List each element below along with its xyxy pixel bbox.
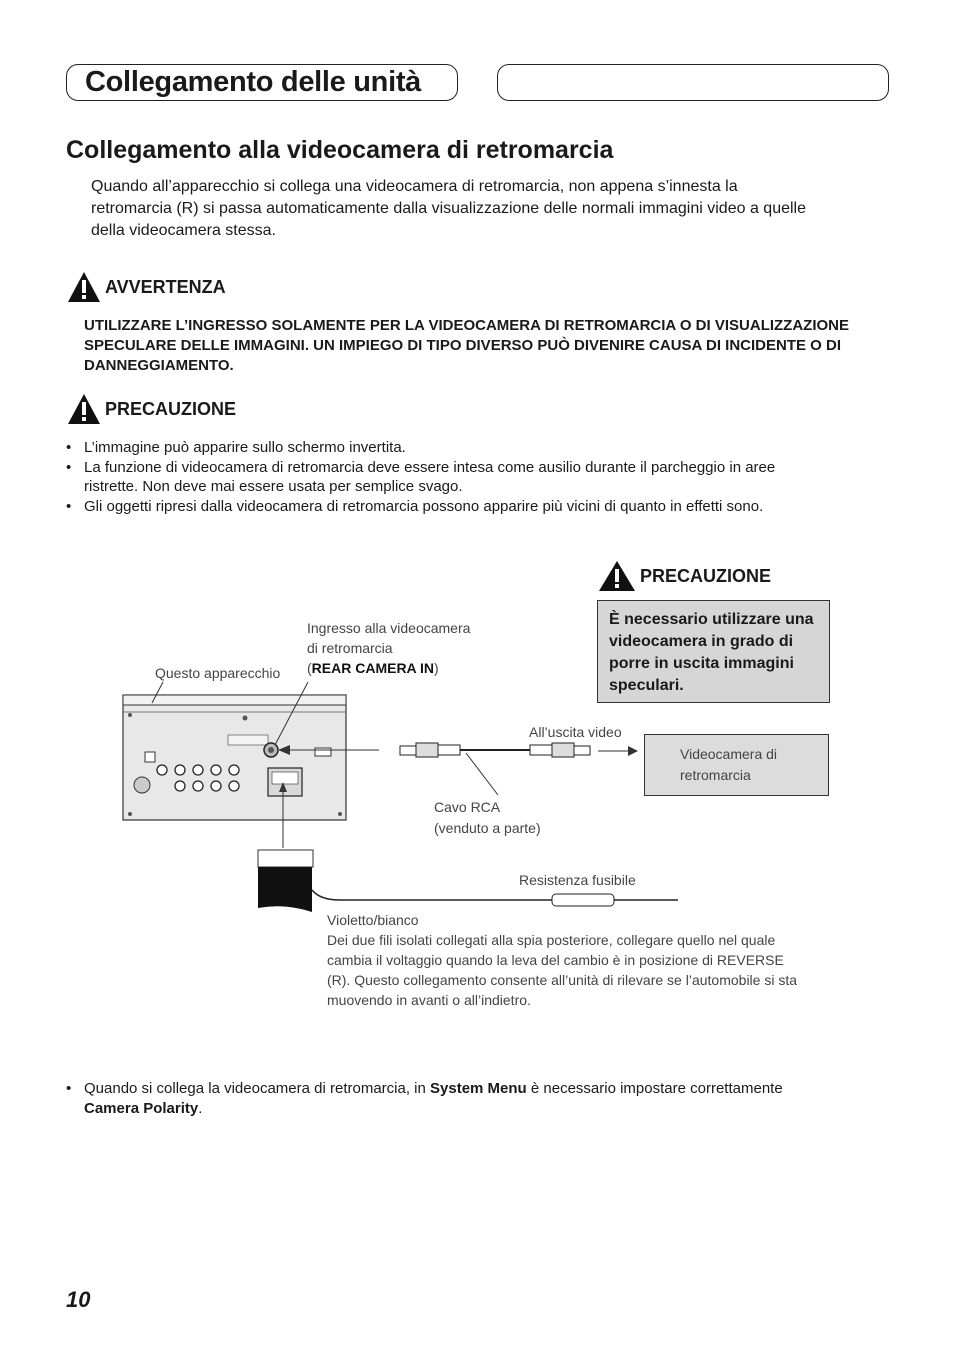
label-line: di retromarcia xyxy=(307,640,393,656)
paren: ) xyxy=(434,660,439,676)
warning-label: AVVERTENZA xyxy=(105,276,226,297)
caution-box: È necessario utilizzare una videocamera in grado di porre in uscita immagini speculari. xyxy=(597,600,830,703)
paren: ( xyxy=(307,660,312,676)
label-fuse: Resistenza fusibile xyxy=(519,872,636,888)
caution-label-2: PRECAUZIONE xyxy=(640,565,772,586)
label-wire xyxy=(327,910,797,1010)
wire-title: Violetto/bianco xyxy=(327,912,419,928)
caution-item: • L’immagine può apparire sullo schermo invertita. xyxy=(66,438,776,458)
label-this-unit: Questo apparecchio xyxy=(155,665,281,681)
label-line: Ingresso alla videocamera xyxy=(307,620,471,636)
camera-polarity-term: Camera Polarity xyxy=(84,1099,199,1117)
page-number: 10 xyxy=(66,1287,91,1312)
caution-label: PRECAUZIONE xyxy=(105,398,237,419)
camera-label-line: retromarcia xyxy=(680,767,751,783)
caution-item: • La funzione di videocamera di retromarcia deve essere intesa come ausilio durante il parcheggio in aree ristrette. Non deve mai essere usata per semplice svago. xyxy=(66,458,776,497)
system-menu-term: System Menu xyxy=(430,1080,527,1097)
warning-text: UTILIZZARE L’INGRESSO SOLAMENTE PER LA VIDEOCAMERA DI RETROMARCIA O DI VISUALIZZAZIONE SPECULARE DELLE IMMAGINI. UN IMPIEGO DI TIPO DIVERSO PUÒ DIVENIRE CAUSA DI INCIDENTE O DI DANNEGGIAMENTO. xyxy=(84,317,850,374)
label-rca-cable xyxy=(434,797,541,839)
head-unit-illustration xyxy=(123,695,346,820)
rca-label-line: Cavo RCA xyxy=(434,799,501,815)
label-video-out: All’uscita video xyxy=(529,724,622,740)
section-title: Collegamento alla videocamera di retromarcia xyxy=(66,136,614,164)
page-header-title: Collegamento delle unità xyxy=(85,66,422,98)
wire-description: Dei due fili isolati collegati alla spia posteriore, collegare quello nel quale cambia il voltaggio quando la leva del cambio è in posizione di REVERSE (R). Questo collegamento consente all’unità di rilevare se l’automobile si sta muovendo in avanti o all’indietro. xyxy=(327,932,798,1008)
footer-note-item xyxy=(66,1079,786,1118)
camera-label-line: Videocamera di xyxy=(680,746,778,762)
intro-paragraph: Quando all’apparecchio si collega una videocamera di retromarcia, non appena s’innesta la retromarcia (R) si passa automaticamente dalla visualizzazione delle normali immagini video a quelle della videocamera stessa. xyxy=(91,178,806,239)
rca-cable xyxy=(400,743,590,757)
caution-item: • Gli oggetti ripresi dalla videocamera di retromarcia possono apparire più vicini di quanto in effetti sono. xyxy=(66,497,776,517)
label-rear-camera-in xyxy=(307,618,507,678)
rear-camera-in-name: REAR CAMERA IN xyxy=(311,660,435,676)
rear-camera-box xyxy=(644,734,829,796)
label-line xyxy=(307,658,507,678)
rca-label-line: (venduto a parte) xyxy=(434,820,541,836)
note-text: è necessario impostare correttamente xyxy=(526,1080,783,1097)
footer-note xyxy=(66,1079,786,1118)
note-text: . xyxy=(198,1099,203,1117)
note-text: Quando si collega la videocamera di retromarcia, in xyxy=(84,1080,431,1097)
